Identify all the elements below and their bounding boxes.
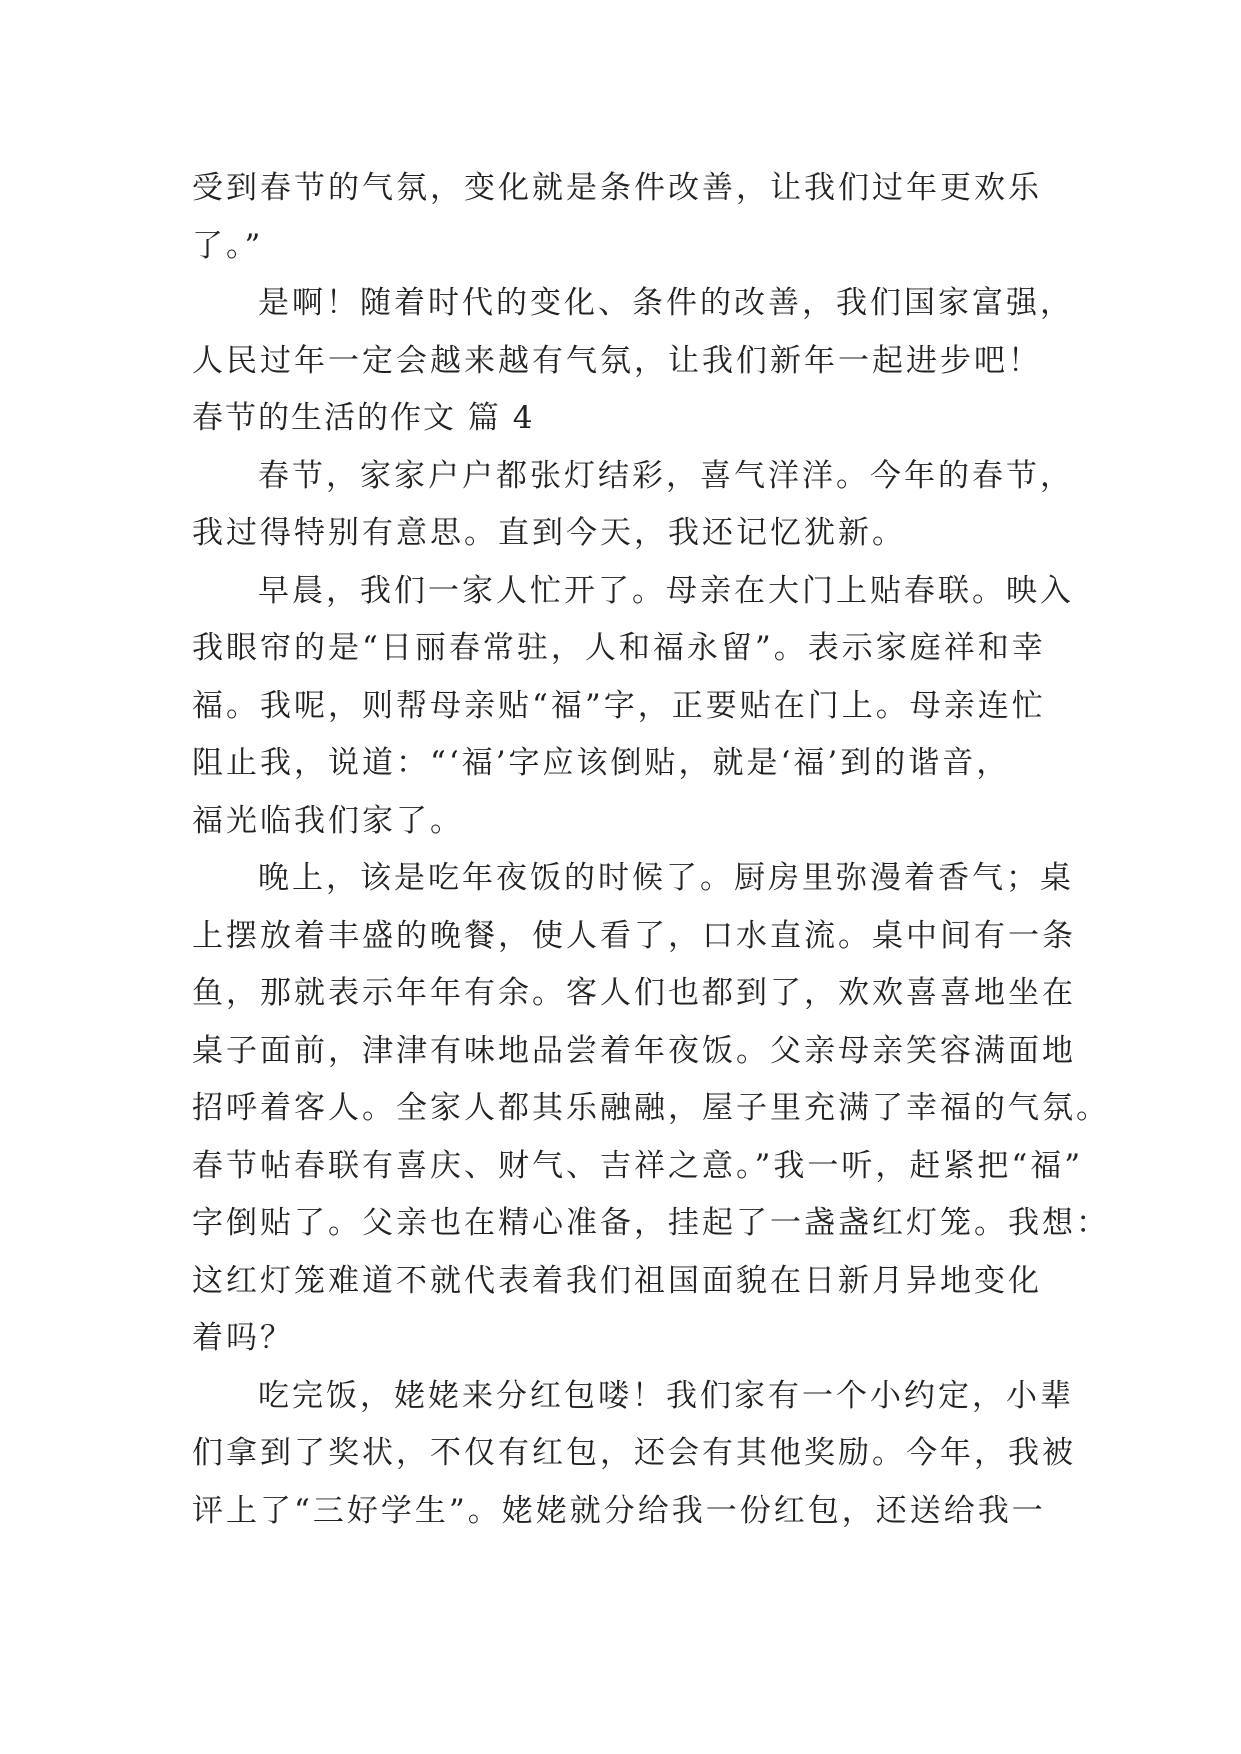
text-line: 鱼，那就表示年年有余。客人们也都到了，欢欢喜喜地坐在 bbox=[192, 975, 1076, 1011]
text-line: 人民过年一定会越来越有气氛，让我们新年一起进步吧！ bbox=[192, 342, 1042, 379]
text-line: 着吗？ bbox=[192, 1320, 294, 1356]
text-line: 这红灯笼难道不就代表着我们祖国面貌在日新月异地变化 bbox=[192, 1262, 1042, 1299]
text-line: 福。我呢，则帮母亲贴“福”字，正要贴在门上。母亲连忙 bbox=[192, 687, 1046, 724]
paragraph-start-line: 晚上，该是吃年夜饭的时候了。厨房里弥漫着香气；桌 bbox=[258, 860, 1074, 896]
text-line: 春节帖春联有喜庆、财气、吉祥之意。”我一听，赶紧把“福” bbox=[192, 1147, 1084, 1184]
text-line: 阻止我，说道：“‘福’字应该倒贴，就是‘福’到的谐音， bbox=[192, 745, 1011, 781]
text-line: 我眼帘的是“日丽春常驻，人和福永留”。表示家庭祥和幸 bbox=[192, 630, 1046, 666]
text-line: 招呼着客人。全家人都其乐融融，屋子里充满了幸福的气氛。 bbox=[192, 1090, 1110, 1126]
text-line: 我过得特别有意思。直到今天，我还记忆犹新。 bbox=[192, 515, 906, 551]
paragraph-start-line: 是啊！随着时代的变化、条件的改善，我们国家富强， bbox=[258, 285, 1074, 321]
paragraph-start-line: 早晨，我们一家人忙开了。母亲在大门上贴春联。映入 bbox=[258, 572, 1074, 609]
text-line: 福光临我们家了。 bbox=[192, 802, 464, 839]
section-heading: 春节的生活的作文 篇 4 bbox=[192, 400, 535, 436]
paragraph-start-line: 春节，家家户户都张灯结彩，喜气洋洋。今年的春节， bbox=[258, 457, 1074, 494]
text-line: 桌子面前，津津有味地品尝着年夜饭。父亲母亲笑容满面地 bbox=[192, 1032, 1076, 1069]
text-line: 上摆放着丰盛的晚餐，使人看了，口水直流。桌中间有一条 bbox=[192, 917, 1076, 954]
paragraph-start-line: 吃完饭，姥姥来分红包喽！我们家有一个小约定，小辈 bbox=[258, 1377, 1074, 1414]
text-line: 受到春节的气氛，变化就是条件改善，让我们过年更欢乐 bbox=[192, 170, 1042, 206]
text-line: 了。” bbox=[192, 227, 264, 264]
text-line: 字倒贴了。父亲也在精心准备，挂起了一盏盏红灯笼。我想： bbox=[192, 1205, 1110, 1241]
article-body bbox=[192, 160, 1110, 1540]
text-line: 评上了“三好学生”。姥姥就分给我一份红包，还送给我一 bbox=[192, 1492, 1046, 1529]
text-line: 们拿到了奖状，不仅有红包，还会有其他奖励。今年，我被 bbox=[192, 1435, 1076, 1471]
